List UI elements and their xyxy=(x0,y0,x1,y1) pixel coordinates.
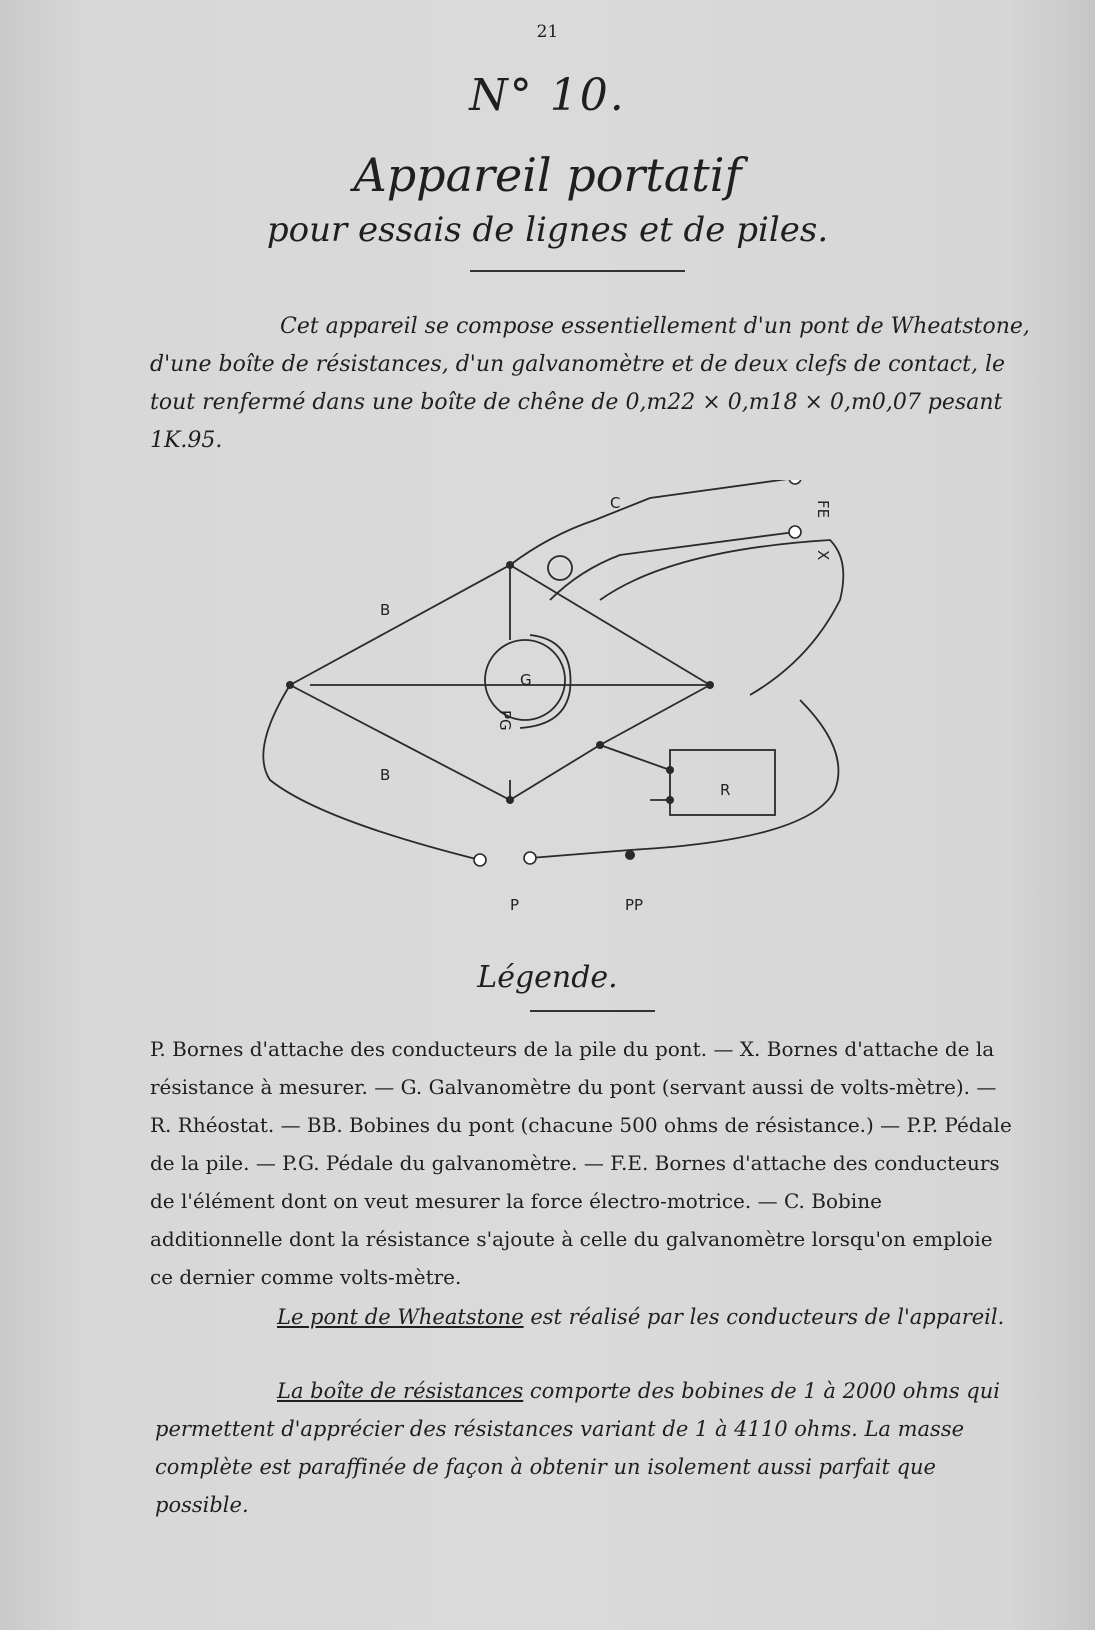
bridge-text: est réalisé par les conducteurs de l'appareil. xyxy=(523,1305,1005,1329)
junction-loop xyxy=(548,556,572,580)
bridge-wire-bottom-right xyxy=(510,745,600,800)
terminal-x-1 xyxy=(789,526,801,538)
resistance-paragraph xyxy=(155,1372,1015,1524)
bridge-wire-top-right xyxy=(510,565,710,685)
terminal-p-2 xyxy=(524,852,536,864)
pedal-pp-dot xyxy=(625,850,635,860)
label-fe: FE xyxy=(814,500,832,519)
outer-loop-right-bottom xyxy=(530,700,838,858)
terminal-p-1 xyxy=(474,854,486,866)
label-b-top: B xyxy=(380,601,391,619)
terminal-fe-1 xyxy=(789,480,801,484)
legend-text: P. Bornes d'attache des conducteurs de la pile du pont. — X. Bornes d'attache de la résistance à mesurer. — G. Galvanomètre du pont (servant aussi de volts-mètre). — R. Rhéostat. — BB. Bobines du pont (chacune 500 ohms de résistance.) — P.P. Pédale de la pile. — P.G. Pédale du galvanomètre. — F.E. Bornes d'attache des conducteurs de l'élément dont on veut mesurer la force électro-motrice. — C. Bobine additionnelle dont la résistance s'ajoute à celle du galvanomètre lorsqu'on emploie ce dernier comme volts-mètre. xyxy=(150,1037,1012,1289)
resistance-text: comporte des bobines de 1 à 2000 ohms qui permettent d'apprécier des résistances variant de 1 à 4110 ohms. La masse complète est paraffinée de façon à obtenir un isolement aussi parfait que possible. xyxy=(155,1379,1000,1517)
intro-paragraph: Cet appareil se compose essentiellement d'un pont de Wheatstone, d'une boîte de résistances, d'un galvanomètre et de deux clefs de contact, le tout renfermé dans une boîte de chêne de 0,m22 × 0,m18 × 0,m0,07 pesant 1K.95. xyxy=(150,314,1030,453)
label-r: R xyxy=(720,781,731,799)
label-pp: PP xyxy=(625,896,644,914)
label-x: X xyxy=(814,550,832,561)
section-number: N° 10. xyxy=(469,70,626,121)
title-rule xyxy=(470,270,685,272)
page-number: 21 xyxy=(536,22,559,42)
bridge-heading: Le pont de Wheatstone xyxy=(277,1305,524,1329)
outer-loop-left xyxy=(263,685,480,860)
bridge-paragraph xyxy=(155,1298,1015,1336)
legend-rule xyxy=(530,1010,655,1012)
page-subtitle: pour essais de lignes et de piles. xyxy=(266,210,829,250)
resistance-heading: La boîte de résistances xyxy=(277,1379,524,1403)
outer-loop-right xyxy=(600,540,843,695)
bridge-wire-right xyxy=(600,685,710,745)
label-b-bottom: B xyxy=(380,766,391,784)
bridge-wire-top-left xyxy=(290,565,510,685)
label-p: P xyxy=(510,896,520,914)
label-pg: PG xyxy=(496,710,514,731)
page-title: Appareil portatif xyxy=(353,148,742,202)
bridge-wire-bottom-left xyxy=(290,685,510,800)
legend-title: Légende. xyxy=(477,960,618,995)
label-g: G xyxy=(520,671,532,689)
wire-to-c xyxy=(510,480,795,565)
label-c: C xyxy=(610,494,621,512)
circuit-diagram xyxy=(250,480,880,920)
